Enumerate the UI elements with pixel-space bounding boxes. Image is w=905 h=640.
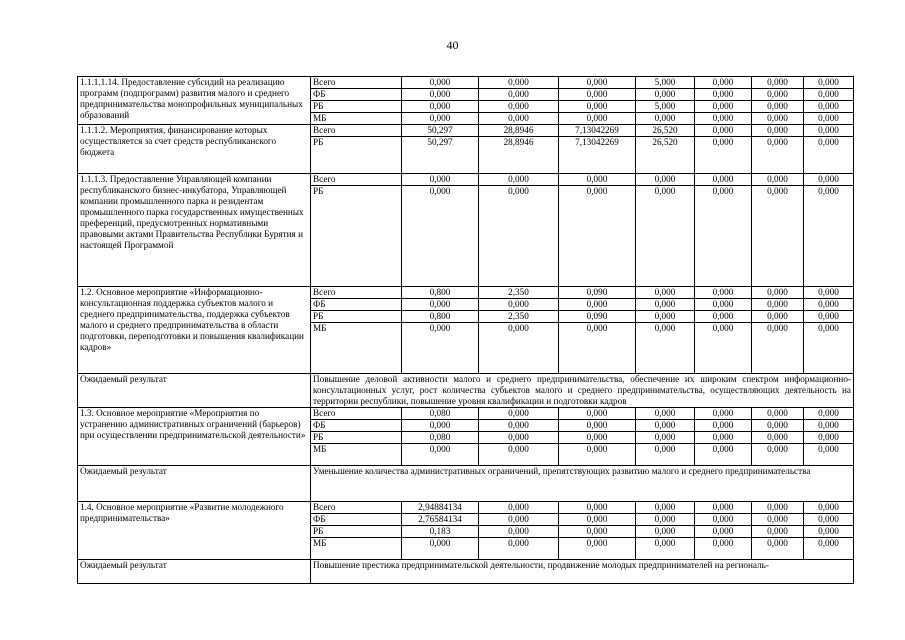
funding-source: МБ (311, 323, 402, 374)
expected-result-text: Повышение деловой активности малого и среднего предпринимательства, обеспечение их широким спектром информационно-консультационных услуг, рост количества субъектов малого и среднего предпринимательства, осуществляющих деятельность на территории республики, повышение уровня квалификации и подготовки кадров (311, 374, 854, 408)
expected-result-row (78, 466, 854, 502)
amount-cell: 0,000 (559, 113, 636, 125)
amount-cell: 0,000 (559, 323, 636, 374)
amount-cell: 0,000 (636, 444, 695, 466)
amount-cell: 0,000 (752, 323, 804, 374)
amount-cell: 0,000 (695, 174, 752, 186)
table-row (78, 77, 854, 89)
amount-cell: 0,000 (636, 514, 695, 526)
amount-cell: 0,000 (804, 420, 854, 432)
funding-source: Всего (311, 408, 402, 420)
amount-cell: 7,13042269 (559, 125, 636, 137)
amount-cell: 0,000 (804, 125, 854, 137)
amount-cell: 0,000 (804, 186, 854, 287)
amount-cell: 0,000 (804, 323, 854, 374)
amount-cell: 0,000 (804, 174, 854, 186)
amount-cell: 0,000 (479, 408, 559, 420)
amount-cell: 0,000 (695, 125, 752, 137)
amount-cell: 0,000 (695, 101, 752, 113)
page-number: 40 (446, 38, 459, 52)
amount-cell: 0,080 (402, 432, 479, 444)
amount-cell: 26,520 (636, 137, 695, 174)
amount-cell: 0,000 (479, 420, 559, 432)
amount-cell: 0,183 (402, 526, 479, 538)
amount-cell: 0,000 (402, 420, 479, 432)
table-row (78, 287, 854, 299)
funding-source: ФБ (311, 299, 402, 311)
expected-result-text: Уменьшение количества административных ограничений, препятствующих развитию малого и среднего предпринимательства (311, 466, 854, 502)
amount-cell: 0,000 (402, 77, 479, 89)
amount-cell: 0,000 (479, 299, 559, 311)
table-row (78, 408, 854, 420)
expected-result-label: Ожидаемый результат (78, 374, 311, 408)
amount-cell: 0,000 (695, 89, 752, 101)
amount-cell: 0,000 (636, 89, 695, 101)
amount-cell: 0,000 (752, 186, 804, 287)
amount-cell: 0,000 (695, 299, 752, 311)
funding-source: Всего (311, 77, 402, 89)
amount-cell: 0,000 (559, 526, 636, 538)
funding-source: Всего (311, 174, 402, 186)
expected-result-row (78, 560, 854, 584)
amount-cell: 0,000 (752, 526, 804, 538)
amount-cell: 0,000 (695, 287, 752, 299)
amount-cell: 0,000 (636, 408, 695, 420)
amount-cell: 0,000 (479, 323, 559, 374)
amount-cell: 0,000 (479, 538, 559, 560)
funding-source: Всего (311, 502, 402, 514)
amount-cell: 0,000 (636, 287, 695, 299)
amount-cell: 0,000 (695, 186, 752, 287)
funding-source: РБ (311, 186, 402, 287)
amount-cell: 0,000 (559, 77, 636, 89)
amount-cell: 0,090 (559, 311, 636, 323)
amount-cell: 0,000 (695, 77, 752, 89)
amount-cell: 28,8946 (479, 125, 559, 137)
funding-source: Всего (311, 287, 402, 299)
amount-cell: 0,000 (559, 514, 636, 526)
amount-cell: 0,000 (695, 514, 752, 526)
amount-cell: 50,297 (402, 125, 479, 137)
amount-cell: 0,000 (559, 101, 636, 113)
amount-cell: 0,000 (402, 538, 479, 560)
amount-cell: 0,000 (479, 514, 559, 526)
amount-cell: 0,000 (804, 514, 854, 526)
amount-cell: 0,000 (636, 526, 695, 538)
amount-cell: 0,000 (695, 137, 752, 174)
amount-cell: 0,000 (695, 311, 752, 323)
funding-source: МБ (311, 113, 402, 125)
amount-cell: 0,000 (479, 186, 559, 287)
amount-cell: 5,000 (636, 77, 695, 89)
amount-cell: 0,000 (804, 538, 854, 560)
measure-description: 1.3. Основное мероприятие «Мероприятия по устранению административных ограничений (барьеров) при осуществлении предпринимательской деятельности» (78, 408, 311, 466)
amount-cell: 0,000 (752, 299, 804, 311)
amount-cell: 0,000 (695, 432, 752, 444)
amount-cell: 0,000 (479, 174, 559, 186)
amount-cell: 5,000 (636, 101, 695, 113)
amount-cell: 0,000 (402, 444, 479, 466)
amount-cell: 0,000 (752, 444, 804, 466)
funding-source: ФБ (311, 420, 402, 432)
amount-cell: 28,8946 (479, 137, 559, 174)
measure-description: 1.2. Основное мероприятие «Информационно-консультационная поддержка субъектов малого и среднего предпринимательства, поддержка субъектов малого и среднего предпринимательства в области подготовки, переподготовки и повышения квалификации кадров» (78, 287, 311, 374)
amount-cell: 0,000 (752, 101, 804, 113)
amount-cell: 0,000 (402, 174, 479, 186)
amount-cell: 0,000 (804, 77, 854, 89)
amount-cell: 0,000 (479, 432, 559, 444)
amount-cell: 50,297 (402, 137, 479, 174)
amount-cell: 0,000 (559, 408, 636, 420)
table-row (78, 174, 854, 186)
amount-cell: 0,000 (479, 526, 559, 538)
amount-cell: 0,000 (804, 311, 854, 323)
amount-cell: 0,000 (695, 420, 752, 432)
amount-cell: 0,000 (695, 113, 752, 125)
amount-cell: 0,000 (636, 323, 695, 374)
amount-cell: 0,000 (695, 526, 752, 538)
funding-source: МБ (311, 444, 402, 466)
amount-cell: 0,000 (636, 174, 695, 186)
amount-cell: 0,000 (402, 101, 479, 113)
amount-cell: 0,000 (559, 444, 636, 466)
amount-cell: 0,000 (402, 299, 479, 311)
amount-cell: 0,000 (559, 502, 636, 514)
amount-cell: 0,000 (752, 174, 804, 186)
measure-description: 1.1.1.1.14. Предоставление субсидий на реализацию программ (подпрограмм) развития малого и среднего предпринимательства монопрофильных муниципальных образований (78, 77, 311, 125)
amount-cell: 0,000 (559, 174, 636, 186)
amount-cell: 0,080 (402, 408, 479, 420)
amount-cell: 0,000 (695, 408, 752, 420)
amount-cell: 0,000 (804, 299, 854, 311)
amount-cell: 0,000 (695, 502, 752, 514)
amount-cell: 0,000 (479, 101, 559, 113)
amount-cell: 0,000 (636, 299, 695, 311)
amount-cell: 7,13042269 (559, 137, 636, 174)
amount-cell: 0,000 (559, 186, 636, 287)
expected-result-label: Ожидаемый результат (78, 466, 311, 502)
amount-cell: 0,000 (479, 444, 559, 466)
amount-cell: 0,000 (752, 408, 804, 420)
funding-table (77, 76, 854, 584)
amount-cell: 0,000 (752, 311, 804, 323)
amount-cell: 0,000 (804, 287, 854, 299)
amount-cell: 0,000 (636, 420, 695, 432)
amount-cell: 0,000 (695, 538, 752, 560)
amount-cell: 0,000 (559, 89, 636, 101)
amount-cell: 0,000 (636, 432, 695, 444)
funding-source: МБ (311, 538, 402, 560)
amount-cell: 0,000 (804, 526, 854, 538)
amount-cell: 26,520 (636, 125, 695, 137)
amount-cell: 0,000 (804, 444, 854, 466)
amount-cell: 0,000 (695, 323, 752, 374)
amount-cell: 0,800 (402, 311, 479, 323)
amount-cell: 0,000 (402, 89, 479, 101)
expected-result-label: Ожидаемый результат (78, 560, 311, 584)
amount-cell: 0,000 (559, 299, 636, 311)
amount-cell: 0,000 (752, 514, 804, 526)
amount-cell: 0,000 (636, 502, 695, 514)
amount-cell: 0,000 (636, 538, 695, 560)
amount-cell: 0,000 (752, 113, 804, 125)
amount-cell: 0,000 (636, 113, 695, 125)
amount-cell: 0,000 (804, 137, 854, 174)
funding-source: РБ (311, 137, 402, 174)
amount-cell: 0,000 (804, 502, 854, 514)
amount-cell: 0,000 (402, 323, 479, 374)
amount-cell: 0,000 (804, 113, 854, 125)
table-row (78, 502, 854, 514)
funding-source: РБ (311, 101, 402, 113)
amount-cell: 2,76584134 (402, 514, 479, 526)
table-row (78, 125, 854, 137)
amount-cell: 0,000 (804, 89, 854, 101)
expected-result-text: Повышение престижа предпринимательской деятельности, продвижение молодых предпринимателей на региональ- (311, 560, 854, 584)
amount-cell: 0,000 (636, 311, 695, 323)
funding-source: Всего (311, 125, 402, 137)
funding-source: РБ (311, 432, 402, 444)
amount-cell: 0,000 (559, 538, 636, 560)
measure-description: 1.4. Основное мероприятие «Развитие молодежного предпринимательства» (78, 502, 311, 560)
amount-cell: 0,000 (559, 432, 636, 444)
amount-cell: 2,350 (479, 311, 559, 323)
amount-cell: 0,000 (479, 502, 559, 514)
amount-cell: 0,000 (752, 432, 804, 444)
amount-cell: 0,000 (804, 101, 854, 113)
measure-description: 1.1.1.3. Предоставление Управляющей компании республиканского бизнес-инкубатора, Управляющей компании промышленного парка и резидентам промышленного парка государственных имущественных преференций, предусмотренных нормативными правовыми актами Правительства Республики Бурятия и настоящей Программой (78, 174, 311, 287)
funding-source: ФБ (311, 89, 402, 101)
amount-cell: 2,94884134 (402, 502, 479, 514)
amount-cell: 0,000 (479, 113, 559, 125)
amount-cell: 0,000 (752, 420, 804, 432)
funding-source: РБ (311, 311, 402, 323)
amount-cell: 0,000 (752, 502, 804, 514)
amount-cell: 2,350 (479, 287, 559, 299)
measure-description: 1.1.1.2. Мероприятия, финансирование которых осуществляется за счет средств республиканского бюджета (78, 125, 311, 174)
amount-cell: 0,000 (479, 77, 559, 89)
amount-cell: 0,000 (752, 89, 804, 101)
amount-cell: 0,000 (695, 444, 752, 466)
amount-cell: 0,000 (636, 186, 695, 287)
amount-cell: 0,000 (804, 408, 854, 420)
amount-cell: 0,000 (479, 89, 559, 101)
amount-cell: 0,000 (752, 125, 804, 137)
amount-cell: 0,090 (559, 287, 636, 299)
amount-cell: 0,000 (752, 538, 804, 560)
amount-cell: 0,800 (402, 287, 479, 299)
amount-cell: 0,000 (752, 287, 804, 299)
amount-cell: 0,000 (402, 186, 479, 287)
expected-result-row (78, 374, 854, 408)
funding-source: ФБ (311, 514, 402, 526)
amount-cell: 0,000 (752, 137, 804, 174)
funding-source: РБ (311, 526, 402, 538)
amount-cell: 0,000 (402, 113, 479, 125)
amount-cell: 0,000 (559, 420, 636, 432)
amount-cell: 0,000 (752, 77, 804, 89)
amount-cell: 0,000 (804, 432, 854, 444)
